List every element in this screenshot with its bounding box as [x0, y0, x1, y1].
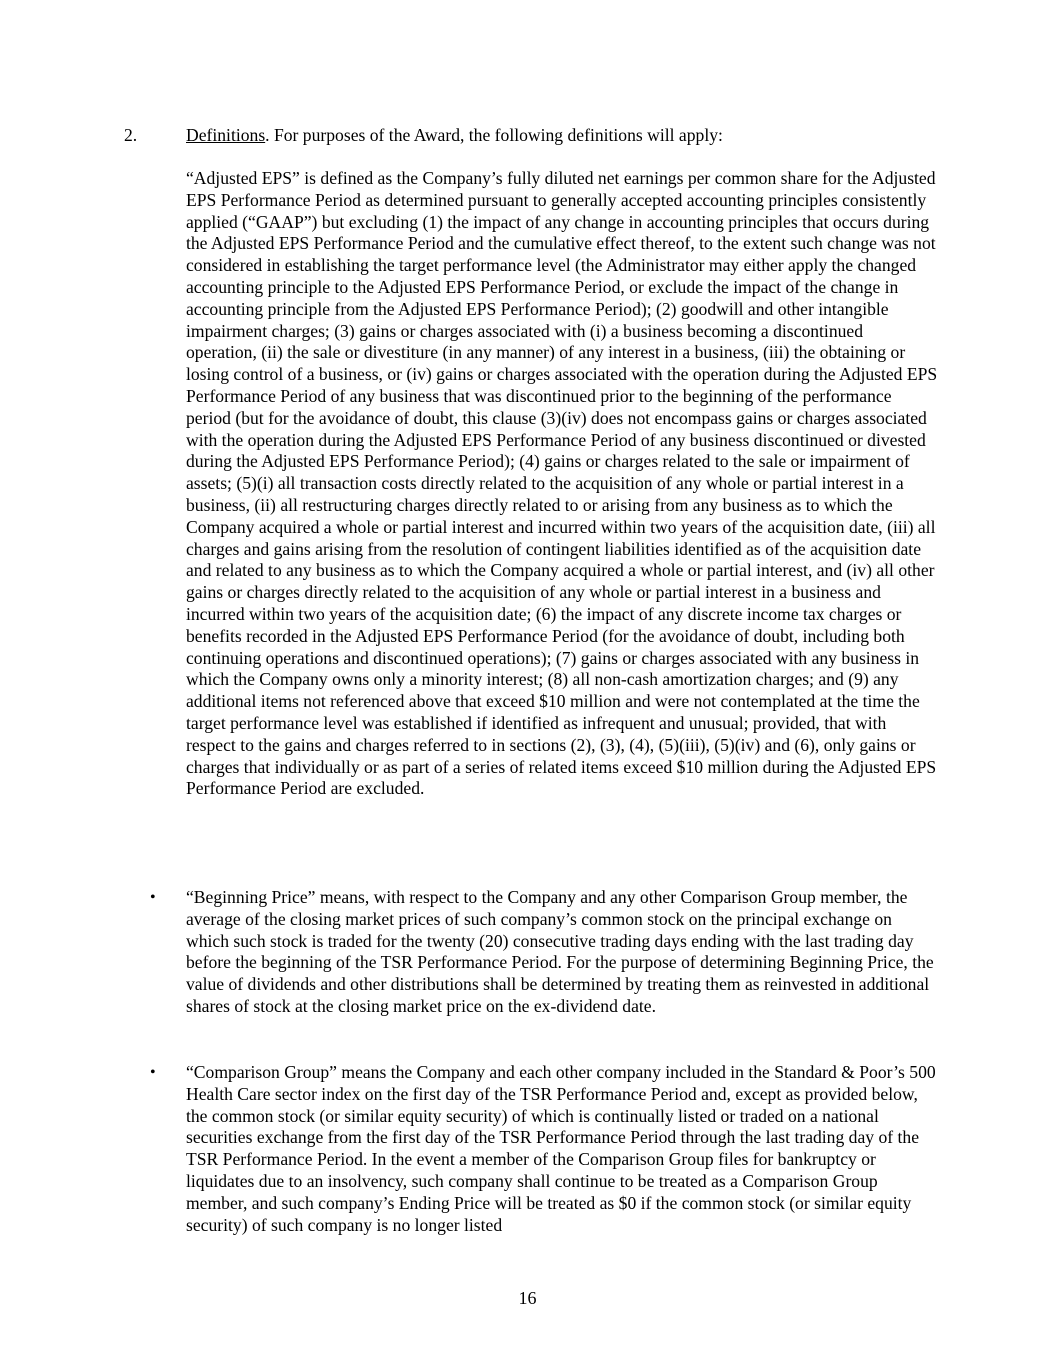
- section-number: 2.: [124, 125, 138, 145]
- bullet-icon: •: [150, 889, 156, 906]
- definition-adjusted-eps: “Adjusted EPS” is defined as the Company’s fully diluted net earnings per common share for the Adjusted EPS Performance Period as determined pursuant to generally accepted accounting principles consistently applied (“GAAP”) but excluding (1) the impact of any change in accounting principles that occurs during the Adjusted EPS Performance Period and the cumulative effect thereof, to the extent such change was not considered in establishing the target performance level (the Administrator may either apply the changed accounting principle to the Adjusted EPS Performance Period, or exclude the impact of the change in accounting principle from the Adjusted EPS Performance Period); (2) goodwill and other intangible impairment charges; (3) gains or charges associated with (i) a business becoming a discontinued operation, (ii) the sale or divestiture (in any manner) of any interest in a business, (iii) the obtaining or losing control of a business, or (iv) gains or charges associated with the operation during the Adjusted EPS Performance Period of any business that was discontinued prior to the beginning of the performance period (but for the avoidance of doubt, this clause (3)(iv) does not encompass gains or charges associated with the operation during the Adjusted EPS Performance Period of any business discontinued or divested during the Adjusted EPS Performance Period); (4) gains or charges related to the sale or impairment of assets; (5)(i) all transaction costs directly related to the acquisition of any whole or partial interest in a business, (ii) all restructuring charges directly related to or arising from any business as to which the Company acquired a whole or partial interest and incurred within two years of the acquisition date, (iii) all charges and gains arising from the resolution of contingent liabilities identified as of the acquisition date and related to any business as to which the Company acquired a whole or partial interest, and (iv) all other gains or charges directly related to the acquisition of any whole or partial interest in a business and incurred within two years of the acquisition date; (6) the impact of any discrete income tax charges or benefits recorded in the Adjusted EPS Performance Period (for the avoidance of doubt, including both continuing operations and discontinued operations); (7) gains or charges associated with any business in which the Company owns only a minority interest; (8) all non-cash amortization charges; and (9) any additional items not referenced above that exceed $10 million and were not contemplated at the time the target performance level was established if identified as infrequent and unusual; provided, that with respect to the gains and charges referred to in sections (2), (3), (4), (5)(iii), (5)(iv) and (6), only gains or charges that individually or as part of a series of related items exceed $10 million during the Adjusted EPS Performance Period are excluded.: [186, 168, 938, 799]
- definition-beginning-price: “Beginning Price” means, with respect to the Company and any other Comparison Group member, the average of the closing market prices of such company’s common stock on the principal exchange on which such stock is traded for the twenty (20) consecutive trading days ending with the last trading day before the beginning of the TSR Performance Period. For the purpose of determining Beginning Price, the value of dividends and other distributions shall be determined by treating them as reinvested in additional shares of stock at the closing market price on the ex-dividend date.: [186, 887, 934, 1016]
- section-intro: . For purposes of the Award, the following definitions will apply:: [265, 125, 723, 145]
- page-number: 16: [518, 1288, 537, 1308]
- section-title: Definitions: [186, 125, 266, 145]
- bullet-icon: •: [150, 1064, 156, 1081]
- definition-comparison-group: “Comparison Group” means the Company and each other company included in the Standard & Poor’s 500 Health Care sector index on the first day of the TSR Performance Period and, except as provided below, the common stock (or similar equity security) of which is continually listed or traded on a national securities exchange from the first day of the TSR Performance Period through the last trading day of the TSR Performance Period. In the event a member of the Comparison Group files for bankruptcy or liquidates due to an insolvency, such company shall continue to be treated as a Comparison Group member, and such company’s Ending Price will be treated as $0 if the common stock (or similar equity security) of such company is no longer listed: [186, 1062, 936, 1235]
- section-heading: [124, 125, 944, 147]
